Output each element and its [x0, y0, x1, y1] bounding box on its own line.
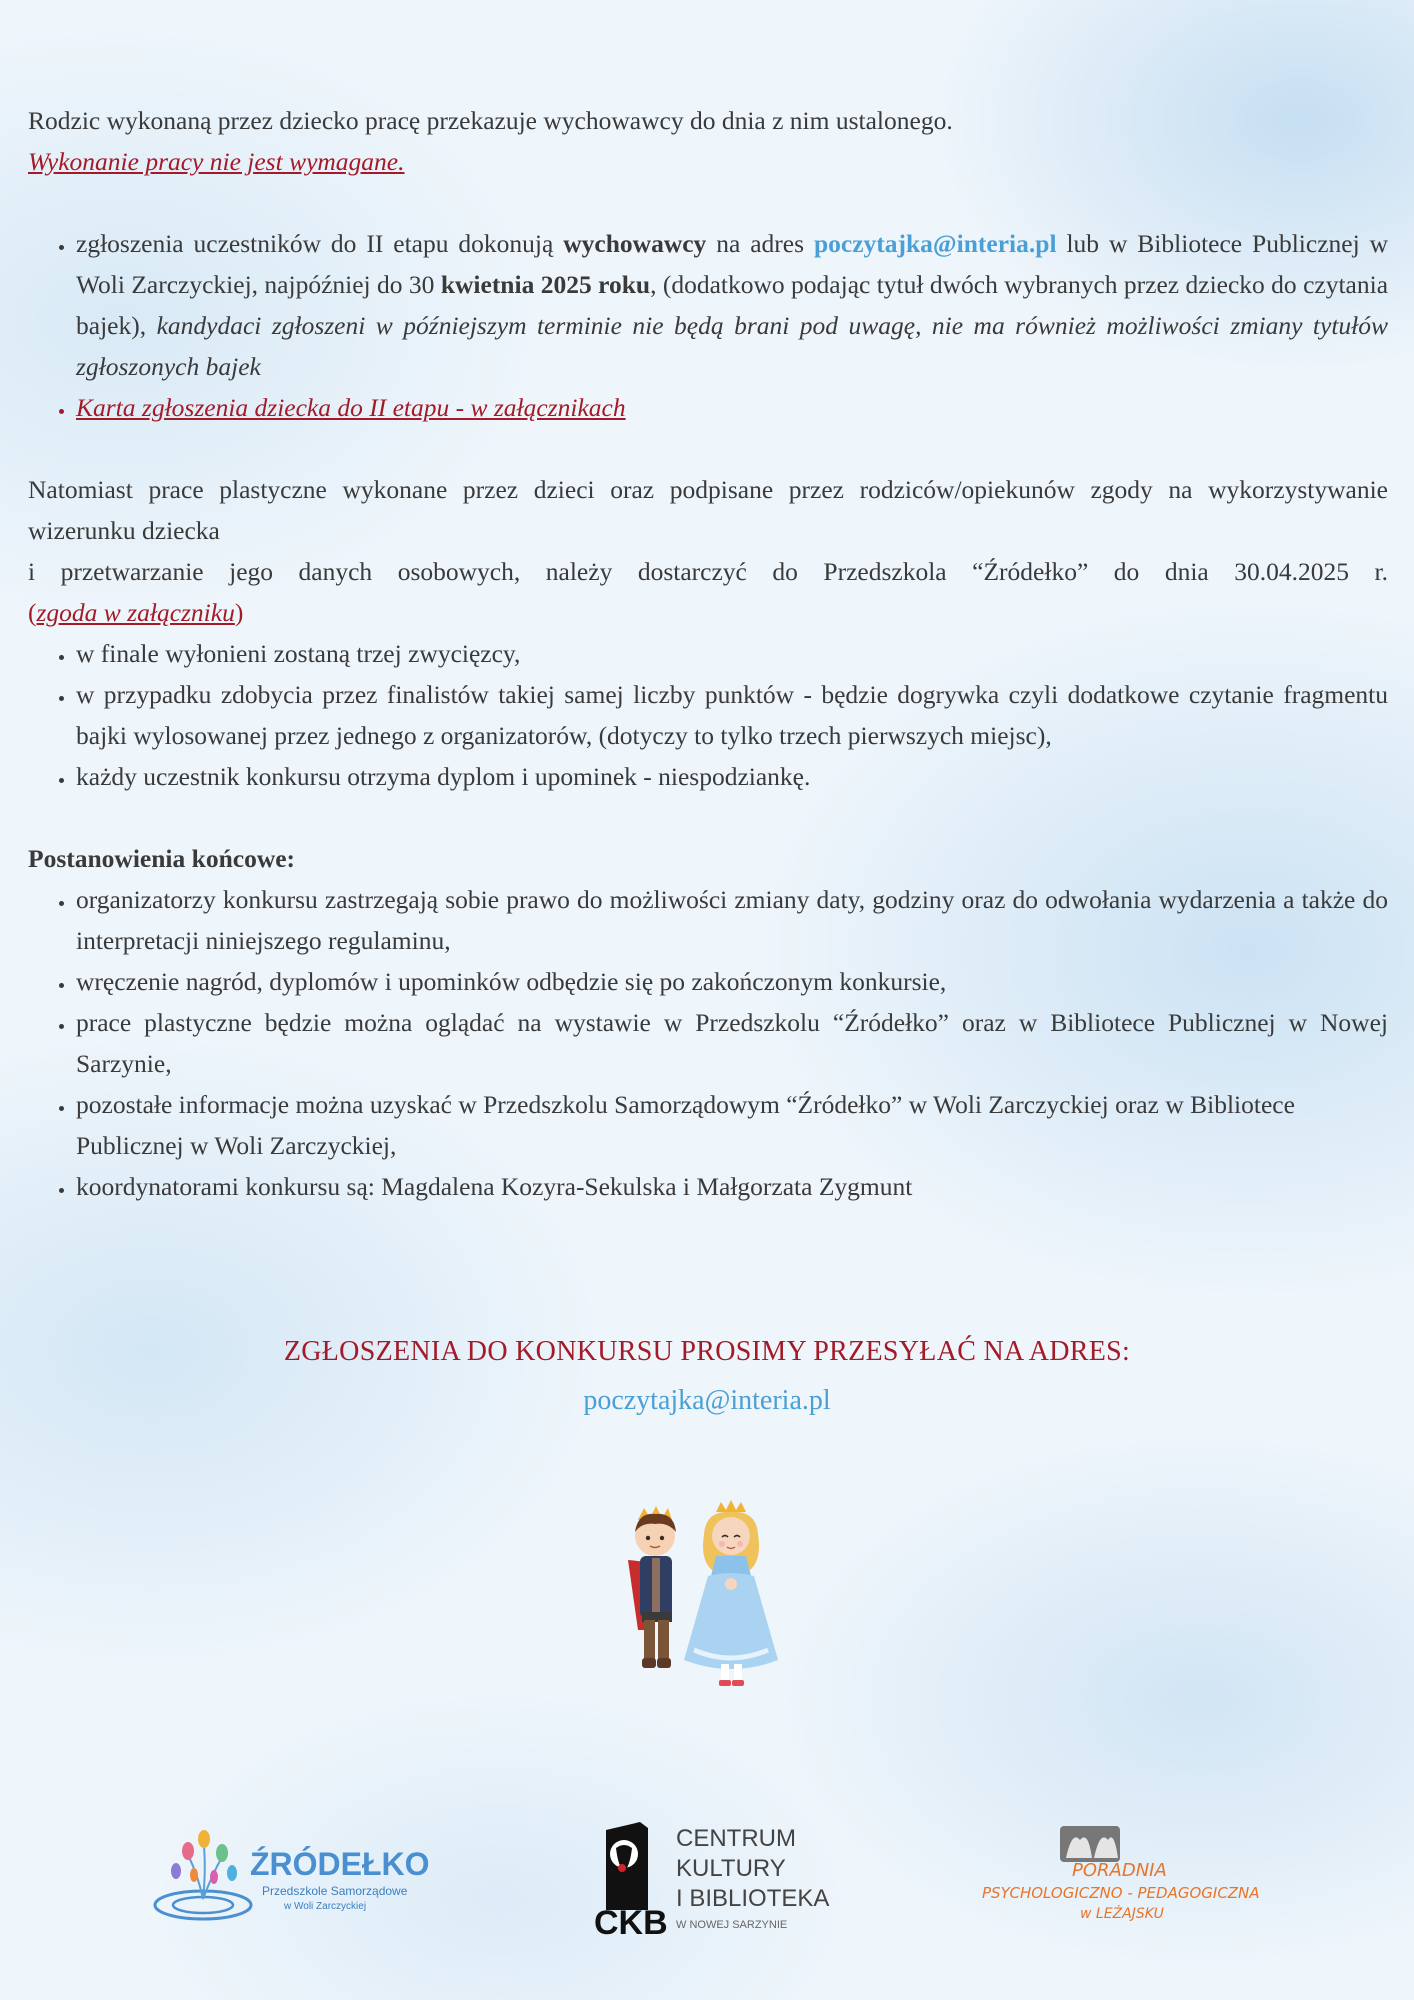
text-span: zgłoszenia uczestników do II etapu dokonują [76, 229, 564, 258]
list-item: • każdy uczestnik konkursu otrzyma dyplom i upominek - niespodziankę. [76, 756, 1388, 797]
zrodelko-subtitle-1: Przedszkole Samorządowe [262, 1884, 408, 1898]
prince-figure [628, 1506, 676, 1668]
ckb-subtitle: W NOWEJ SARZYNIE [676, 1919, 788, 1931]
text-span: ) [234, 598, 244, 627]
art-paragraph-2 [28, 551, 1388, 592]
consent-link[interactable]: zgoda w załączniku [36, 598, 235, 627]
note-not-required[interactable]: Wykonanie pracy nie jest wymagane. [28, 147, 405, 176]
text-span: kandydaci zgłoszeni w późniejszym terminie nie będą brani pod uwagę, nie ma również możliwości zmiany tytułów zgłoszonych bajek [76, 311, 1388, 381]
ckb-line3: I BIBLIOTEKA [676, 1885, 830, 1912]
text-span: ( [28, 598, 37, 627]
list-item [76, 387, 1388, 428]
princess-figure [684, 1500, 778, 1686]
application-form-link[interactable]: Karta zgłoszenia dziecka do II etapu - w załącznikach [76, 393, 626, 422]
consent-paren [28, 592, 1388, 633]
ckb-logo [592, 1818, 832, 1942]
final-provisions-heading: Postanowienia końcowe: [28, 844, 296, 873]
email-link[interactable]: poczytajka@interia.pl [813, 229, 1057, 258]
text-span: , (dodatkowo podając tytuł dwóch wybranych przez dziecko do czytania bajek), [76, 270, 1389, 340]
text-span: Natomiast prace plastyczne wykonane przez dzieci oraz podpisane przez rodziców/opiekunów zgody na wykorzystywanie wizerunku dziecka [28, 475, 1388, 545]
list-item: • organizatorzy konkursu zastrzegają sobie prawo do możliwości zmiany daty, godziny oraz do odwołania wydarzenia a także do interpretacji niniejszego regulaminu, [76, 879, 1388, 961]
list-item: • w finale wyłonieni zostaną trzej zwycięzcy, [76, 633, 1388, 674]
list-item: • koordynatorami konkursu są: Magdalena Kozyra-Sekulska i Małgorzata Zygmunt [76, 1166, 1388, 1207]
ckb-abbreviation: CKB [594, 1904, 668, 1942]
zrodelko-name: ŹRÓDEŁKO [250, 1846, 430, 1882]
intro-text: Rodzic wykonaną przez dziecko pracę przekazuje wychowawcy do dnia z nim ustalonego. [28, 106, 953, 135]
submission-heading: ZGŁOSZENIA DO KONKURSU PROSIMY PRZESYŁAĆ NA ADRES: [283, 1336, 1131, 1367]
submission-email-link[interactable]: poczytajka@interia.pl [583, 1385, 831, 1416]
zrodelko-subtitle-2: w Woli Zarczyckiej [284, 1901, 367, 1912]
poradnia-line2: PSYCHOLOGICZNO - PEDAGOGICZNA [982, 1884, 1260, 1902]
stage2-list [28, 223, 1388, 428]
rules-list [28, 633, 1388, 797]
ckb-line2: KULTURY [676, 1855, 786, 1882]
text-span: wychowawcy [563, 229, 707, 258]
text-span: kwietnia 2025 roku [440, 270, 651, 299]
list-item: • w przypadku zdobycia przez finalistów takiej samej liczby punktów - będzie dogrywka czyli dodatkowe czytanie fragmentu bajki wylosowanej przez jednego z organizatorów, (dotyczy to tylko trzech pierwszych miejsc), [76, 674, 1388, 756]
intro-note [28, 141, 1388, 182]
text-span: i przetwarzanie jego danych osobowych, należy dostarczyć do Przedszkola “Źródełko” do dnia 30.04.2025 r. [28, 557, 1388, 586]
poradnia-line3: w LEŻAJSKU [1080, 1906, 1164, 1922]
text-span: lub w Bibliotece Publicznej w Woli Zarczyckiej, najpóźniej do 30 [76, 229, 1389, 299]
list-item [76, 223, 1388, 387]
poradnia-logo [980, 1822, 1280, 1922]
text-span: na adres [706, 229, 814, 258]
poradnia-line1: PORADNIA [1072, 1860, 1167, 1881]
ckb-line1: CENTRUM [676, 1825, 796, 1852]
document-body [28, 100, 1388, 1207]
list-item: • wręczenie nagród, dyplomów i upominków odbędzie się po zakończonym konkursie, [76, 961, 1388, 1002]
zrodelko-logo [148, 1815, 430, 1925]
poradnia-emblem [1060, 1826, 1120, 1862]
final-provisions-list [28, 879, 1388, 1207]
list-item: • prace plastyczne będzie można oglądać na wystawie w Przedszkolu “Źródełko” oraz w Bibliotece Publicznej w Nowej Sarzynie, [76, 1002, 1388, 1084]
list-item: • pozostałe informacje można uzyskać w Przedszkolu Samorządowym “Źródełko” w Woli Zarczyckiej oraz w Bibliotece Publicznej w Woli Zarczyckiej, [76, 1084, 1388, 1166]
art-paragraph [28, 469, 1388, 551]
prince-princess-illustration [618, 1500, 798, 1700]
